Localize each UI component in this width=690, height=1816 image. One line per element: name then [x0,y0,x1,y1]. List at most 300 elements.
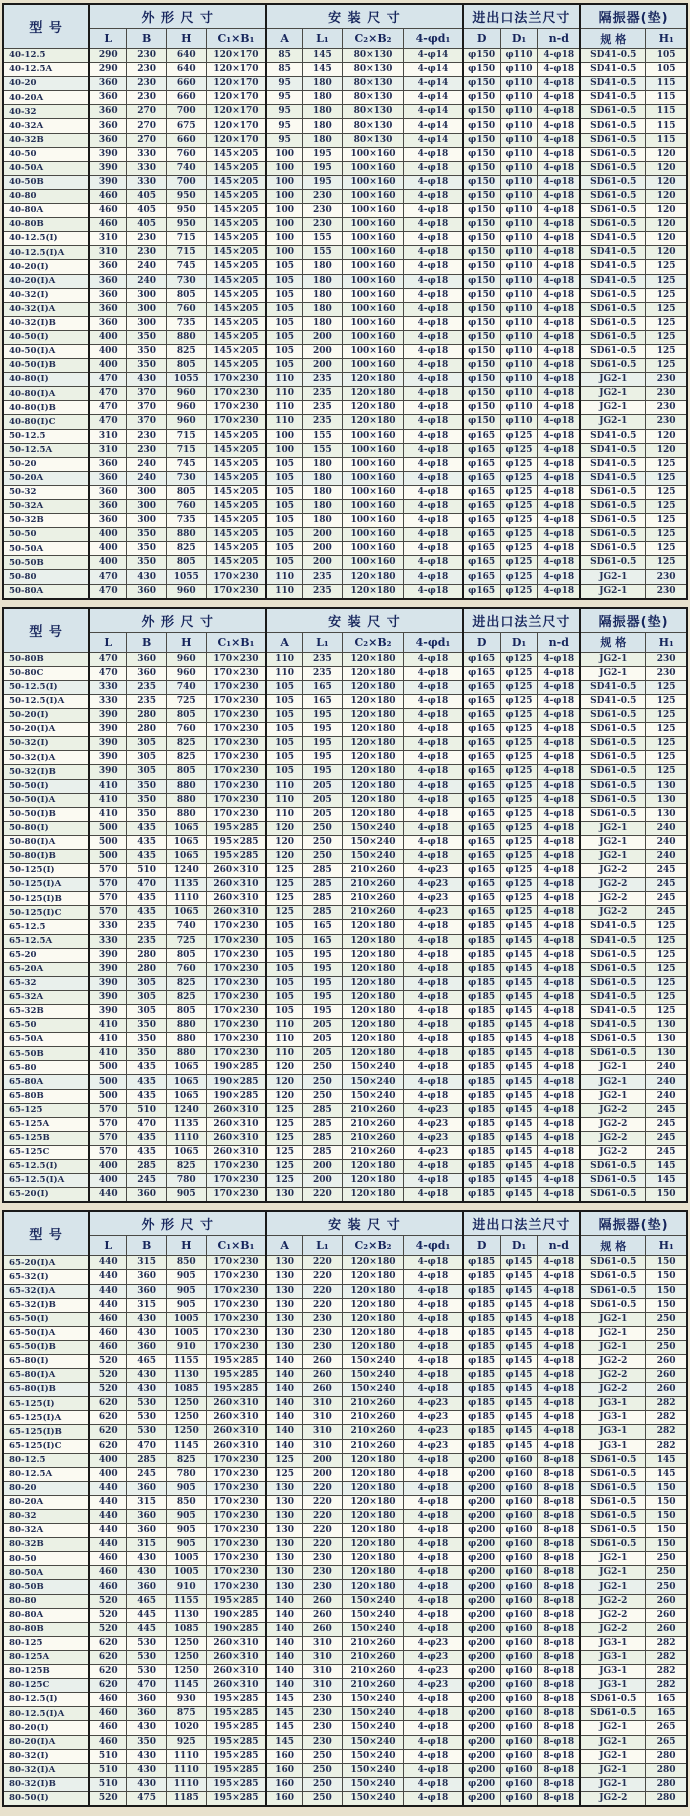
value-cell: φ145 [500,1145,538,1159]
value-cell: 1065 [166,906,206,920]
spec-row [3,1326,687,1340]
value-cell: 4-φ18 [538,1089,580,1103]
value-cell: 315 [127,1256,167,1270]
model-cell: 40-20A [3,91,89,105]
spec-row [3,133,687,147]
value-cell: 130 [266,1340,302,1354]
model-cell: 40-80B [3,218,89,232]
model-cell: 40-12.5(I) [3,232,89,246]
value-cell: 125 [646,471,687,485]
value-cell: 125 [646,542,687,556]
value-cell: 360 [89,288,127,302]
value-cell: φ150 [463,105,501,119]
value-cell: 825 [166,990,206,1004]
value-cell: 460 [89,1312,127,1326]
value-cell: JG2-2 [580,1622,646,1636]
value-cell: 950 [166,204,206,218]
model-cell: 80-50(I) [3,1791,89,1806]
value-cell: 180 [303,77,343,91]
value-cell: JG2-1 [580,1777,646,1791]
value-cell: φ145 [500,976,538,990]
value-cell: 1135 [166,1117,206,1131]
value-cell: φ165 [463,835,501,849]
value-cell: φ145 [500,962,538,976]
value-cell: 95 [266,133,302,147]
value-cell: 350 [127,542,167,556]
value-cell: 4-φ18 [538,1326,580,1340]
value-cell: 360 [89,457,127,471]
value-cell: φ150 [463,330,501,344]
value-cell: 4-φ18 [404,1495,463,1509]
value-cell: 440 [89,1538,127,1552]
value-cell: 260 [646,1608,687,1622]
value-cell: 120×180 [342,680,404,694]
value-cell: 825 [166,1160,206,1174]
value-cell: 240 [646,1089,687,1103]
value-cell: φ125 [500,457,538,471]
value-cell: φ160 [500,1791,538,1806]
value-cell: 230 [646,387,687,401]
spec-row [3,556,687,570]
value-cell: 4-φ18 [538,1061,580,1075]
spec-row [3,232,687,246]
value-cell: 410 [89,793,127,807]
value-cell: 100×160 [342,514,404,528]
value-cell: 120 [266,1089,302,1103]
value-cell: 80×130 [342,119,404,133]
value-cell: 260×310 [206,1439,266,1453]
value-cell: 130 [266,1538,302,1552]
spec-row [3,1453,687,1467]
value-cell: 4-φ14 [404,63,463,77]
value-cell: 170×230 [206,990,266,1004]
value-cell: 150×240 [342,1383,404,1397]
value-cell: 120×180 [342,1160,404,1174]
value-cell: φ145 [500,1005,538,1019]
value-cell: 170×230 [206,1298,266,1312]
spec-table-2 [2,607,688,1204]
value-cell: SD61-0.5 [580,1284,646,1298]
value-cell: SD61-0.5 [580,1033,646,1047]
value-cell: JG2-1 [580,835,646,849]
value-cell: 950 [166,218,206,232]
value-cell: φ125 [500,429,538,443]
value-cell: 105 [266,694,302,708]
column-header: H [166,29,206,49]
value-cell: 260 [646,1354,687,1368]
value-cell: 510 [89,1749,127,1763]
value-cell: φ125 [500,892,538,906]
value-cell: 1110 [166,1131,206,1145]
value-cell: 250 [303,821,343,835]
spec-row [3,161,687,175]
value-cell: 210×260 [342,1679,404,1693]
spec-row [3,204,687,218]
spec-row [3,1117,687,1131]
value-cell: 235 [303,570,343,584]
value-cell: 145×205 [206,330,266,344]
spec-row [3,864,687,878]
value-cell: φ110 [500,359,538,373]
value-cell: 230 [303,1340,343,1354]
model-cell: 80-32(I)B [3,1777,89,1791]
value-cell: 235 [303,652,343,666]
model-cell: 80-125 [3,1636,89,1650]
value-cell: 4-φ18 [538,119,580,133]
value-cell: φ160 [500,1594,538,1608]
value-cell: 205 [303,1047,343,1061]
value-cell: 95 [266,105,302,119]
value-cell: 145×205 [206,514,266,528]
value-cell: JG2-1 [580,1566,646,1580]
value-cell: 195 [303,737,343,751]
model-cell: 80-20 [3,1481,89,1495]
value-cell: SD41-0.5 [580,63,646,77]
model-cell: 40-32A [3,119,89,133]
value-cell: SD61-0.5 [580,119,646,133]
spec-row [3,1777,687,1791]
column-header: n-d [538,29,580,49]
value-cell: 4-φ18 [404,694,463,708]
value-cell: 150×240 [342,1749,404,1763]
value-cell: φ185 [463,1033,501,1047]
value-cell: φ165 [463,542,501,556]
value-cell: φ160 [500,1538,538,1552]
value-cell: JG2-1 [580,1089,646,1103]
value-cell: 120×180 [342,962,404,976]
value-cell: 4-φ23 [404,1679,463,1693]
value-cell: 230 [646,373,687,387]
value-cell: 282 [646,1636,687,1650]
model-cell: 50-80 [3,570,89,584]
value-cell: 205 [303,807,343,821]
value-cell: 640 [166,49,206,63]
value-cell: 200 [303,359,343,373]
value-cell: 4-φ18 [404,1735,463,1749]
spec-row [3,570,687,584]
value-cell: 235 [127,694,167,708]
value-cell: 100×160 [342,175,404,189]
column-header: H₁ [646,29,687,49]
value-cell: 1005 [166,1552,206,1566]
value-cell: 145 [646,1453,687,1467]
model-cell: 65-50B [3,1047,89,1061]
spec-row [3,709,687,723]
value-cell: 110 [266,1047,302,1061]
value-cell: JG2-2 [580,878,646,892]
value-cell: SD41-0.5 [580,91,646,105]
value-cell: 805 [166,765,206,779]
value-cell: 230 [303,1707,343,1721]
value-cell: 170×230 [206,1467,266,1481]
group-header: 进出口法兰尺寸 [463,608,581,633]
value-cell: φ125 [500,500,538,514]
value-cell: 4-φ18 [404,990,463,1004]
value-cell: φ160 [500,1721,538,1735]
value-cell: 805 [166,288,206,302]
value-cell: 150 [646,1481,687,1495]
value-cell: SD61-0.5 [580,161,646,175]
value-cell: 4-φ18 [404,246,463,260]
value-cell: 195 [303,990,343,1004]
value-cell: φ165 [463,906,501,920]
value-cell: 100×160 [342,260,404,274]
value-cell: 120 [646,147,687,161]
spec-row [3,807,687,821]
value-cell: JG2-2 [580,1369,646,1383]
column-header: 4-φd₁ [404,1236,463,1256]
value-cell: 660 [166,77,206,91]
value-cell: 170×230 [206,666,266,680]
value-cell: 105 [266,302,302,316]
value-cell: φ110 [500,204,538,218]
value-cell: 4-φ18 [404,1622,463,1636]
value-cell: 105 [646,49,687,63]
value-cell: φ145 [500,1117,538,1131]
value-cell: JG2-2 [580,906,646,920]
value-cell: 4-φ18 [538,666,580,680]
value-cell: 250 [303,1791,343,1806]
value-cell: 110 [266,779,302,793]
value-cell: 8-φ18 [538,1467,580,1481]
value-cell: 120×180 [342,1538,404,1552]
value-cell: 120×180 [342,920,404,934]
value-cell: 4-φ18 [538,1411,580,1425]
value-cell: 280 [646,1763,687,1777]
value-cell: 285 [303,906,343,920]
value-cell: φ145 [500,1270,538,1284]
value-cell: JG2-1 [580,1580,646,1594]
value-cell: 8-φ18 [538,1453,580,1467]
model-cell: 80-20(I)A [3,1735,89,1749]
model-column-header: 型 号 [3,1211,89,1256]
value-cell: 300 [127,302,167,316]
value-cell: 390 [89,175,127,189]
spec-row [3,147,687,161]
value-cell: JG3-1 [580,1397,646,1411]
value-cell: φ185 [463,1103,501,1117]
value-cell: 170×230 [206,737,266,751]
model-cell: 80-20(I) [3,1721,89,1735]
value-cell: 500 [89,821,127,835]
value-cell: 170×230 [206,1174,266,1188]
model-cell: 40-50B [3,175,89,189]
value-cell: JG2-2 [580,1383,646,1397]
value-cell: 170×230 [206,401,266,415]
value-cell: 235 [303,387,343,401]
value-cell: 350 [127,807,167,821]
value-cell: 570 [89,1117,127,1131]
model-cell: 65-32B [3,1005,89,1019]
value-cell: 315 [127,1298,167,1312]
value-cell: 140 [266,1354,302,1368]
value-cell: 105 [266,751,302,765]
value-cell: 4-φ18 [404,302,463,316]
spec-row [3,1693,687,1707]
model-cell: 80-12.5(I)A [3,1707,89,1721]
value-cell: 4-φ18 [538,189,580,203]
model-cell: 65-80B [3,1089,89,1103]
value-cell: 370 [127,387,167,401]
value-cell: 4-φ18 [404,709,463,723]
value-cell: φ185 [463,1145,501,1159]
value-cell: 80×130 [342,77,404,91]
model-cell: 40-12.5A [3,63,89,77]
value-cell: 1085 [166,1622,206,1636]
value-cell: 130 [266,1552,302,1566]
value-cell: JG2-1 [580,1340,646,1354]
value-cell: φ200 [463,1608,501,1622]
value-cell: 280 [646,1749,687,1763]
value-cell: SD61-0.5 [580,779,646,793]
value-cell: 120×170 [206,49,266,63]
value-cell: 140 [266,1439,302,1453]
model-cell: 80-80B [3,1622,89,1636]
value-cell: 125 [266,1467,302,1481]
value-cell: 1250 [166,1425,206,1439]
value-cell: 120×180 [342,723,404,737]
value-cell: 140 [266,1622,302,1636]
value-cell: 150 [646,1524,687,1538]
value-cell: 390 [89,1005,127,1019]
spec-row [3,1005,687,1019]
value-cell: 905 [166,1481,206,1495]
value-cell: 210×260 [342,1145,404,1159]
value-cell: 120×180 [342,1298,404,1312]
value-cell: φ200 [463,1524,501,1538]
value-cell: 110 [266,666,302,680]
value-cell: φ145 [500,990,538,1004]
model-cell: 65-125A [3,1117,89,1131]
spec-row [3,415,687,429]
value-cell: 360 [89,316,127,330]
value-cell: 4-φ18 [404,1467,463,1481]
value-cell: 155 [303,443,343,457]
spec-row [3,1481,687,1495]
value-cell: 910 [166,1580,206,1594]
value-cell: 100 [266,204,302,218]
value-cell: φ125 [500,666,538,680]
model-cell: 40-12.5 [3,49,89,63]
spec-row [3,1650,687,1664]
value-cell: 115 [646,91,687,105]
value-cell: 150×240 [342,1777,404,1791]
value-cell: 165 [303,920,343,934]
column-header: L₁ [303,632,343,652]
value-cell: 330 [89,934,127,948]
value-cell: 180 [303,500,343,514]
value-cell: 170×230 [206,694,266,708]
value-cell: 220 [303,1256,343,1270]
value-cell: 280 [127,709,167,723]
value-cell: 4-φ18 [404,429,463,443]
value-cell: φ165 [463,892,501,906]
spec-row [3,105,687,119]
value-cell: 905 [166,1298,206,1312]
value-cell: 240 [646,849,687,863]
value-cell: 435 [127,906,167,920]
value-cell: 105 [266,990,302,1004]
value-cell: 4-φ18 [538,1340,580,1354]
spec-row [3,1061,687,1075]
spec-row [3,189,687,203]
value-cell: φ145 [500,1425,538,1439]
value-cell: φ110 [500,49,538,63]
value-cell: 460 [89,1566,127,1580]
value-cell: 240 [127,471,167,485]
value-cell: 660 [166,133,206,147]
value-cell: 210×260 [342,1411,404,1425]
value-cell: 260 [303,1354,343,1368]
value-cell: 530 [127,1665,167,1679]
value-cell: 170×230 [206,1047,266,1061]
spec-row [3,1735,687,1749]
value-cell: 120×180 [342,1256,404,1270]
spec-row [3,443,687,457]
value-cell: 410 [89,779,127,793]
value-cell: 430 [127,1763,167,1777]
spec-row [3,652,687,666]
model-cell: 50-80A [3,584,89,599]
value-cell: 440 [89,1298,127,1312]
value-cell: 140 [266,1665,302,1679]
value-cell: 8-φ18 [538,1566,580,1580]
value-cell: φ185 [463,1425,501,1439]
value-cell: 4-φ18 [404,765,463,779]
value-cell: 125 [646,556,687,570]
value-cell: 170×230 [206,920,266,934]
value-cell: 100×160 [342,232,404,246]
value-cell: 210×260 [342,906,404,920]
value-cell: 270 [127,133,167,147]
column-header: C₁×B₁ [206,1236,266,1256]
value-cell: φ185 [463,948,501,962]
value-cell: JG2-1 [580,373,646,387]
value-cell: 300 [127,500,167,514]
column-header: C₂×B₂ [342,1236,404,1256]
column-header: n-d [538,632,580,652]
value-cell: 100×160 [342,274,404,288]
value-cell: 350 [127,344,167,358]
column-header: D₁ [500,632,538,652]
value-cell: 260×310 [206,1665,266,1679]
column-header: A [266,1236,302,1256]
value-cell: 170×230 [206,1160,266,1174]
value-cell: 195×285 [206,1693,266,1707]
value-cell: 145×205 [206,316,266,330]
value-cell: φ165 [463,849,501,863]
value-cell: SD61-0.5 [580,359,646,373]
value-cell: 100×160 [342,542,404,556]
value-cell: 170×230 [206,1312,266,1326]
spec-row [3,218,687,232]
value-cell: 150×240 [342,1721,404,1735]
value-cell: 430 [127,1552,167,1566]
value-cell: 105 [266,1005,302,1019]
value-cell: 282 [646,1679,687,1693]
value-cell: 150×240 [342,849,404,863]
value-cell: 130 [646,779,687,793]
value-cell: 85 [266,49,302,63]
value-cell: 125 [646,302,687,316]
value-cell: 235 [303,401,343,415]
value-cell: 520 [89,1383,127,1397]
value-cell: 350 [127,1047,167,1061]
value-cell: 4-φ18 [538,344,580,358]
spec-row [3,359,687,373]
value-cell: 190×285 [206,1608,266,1622]
value-cell: 230 [303,189,343,203]
